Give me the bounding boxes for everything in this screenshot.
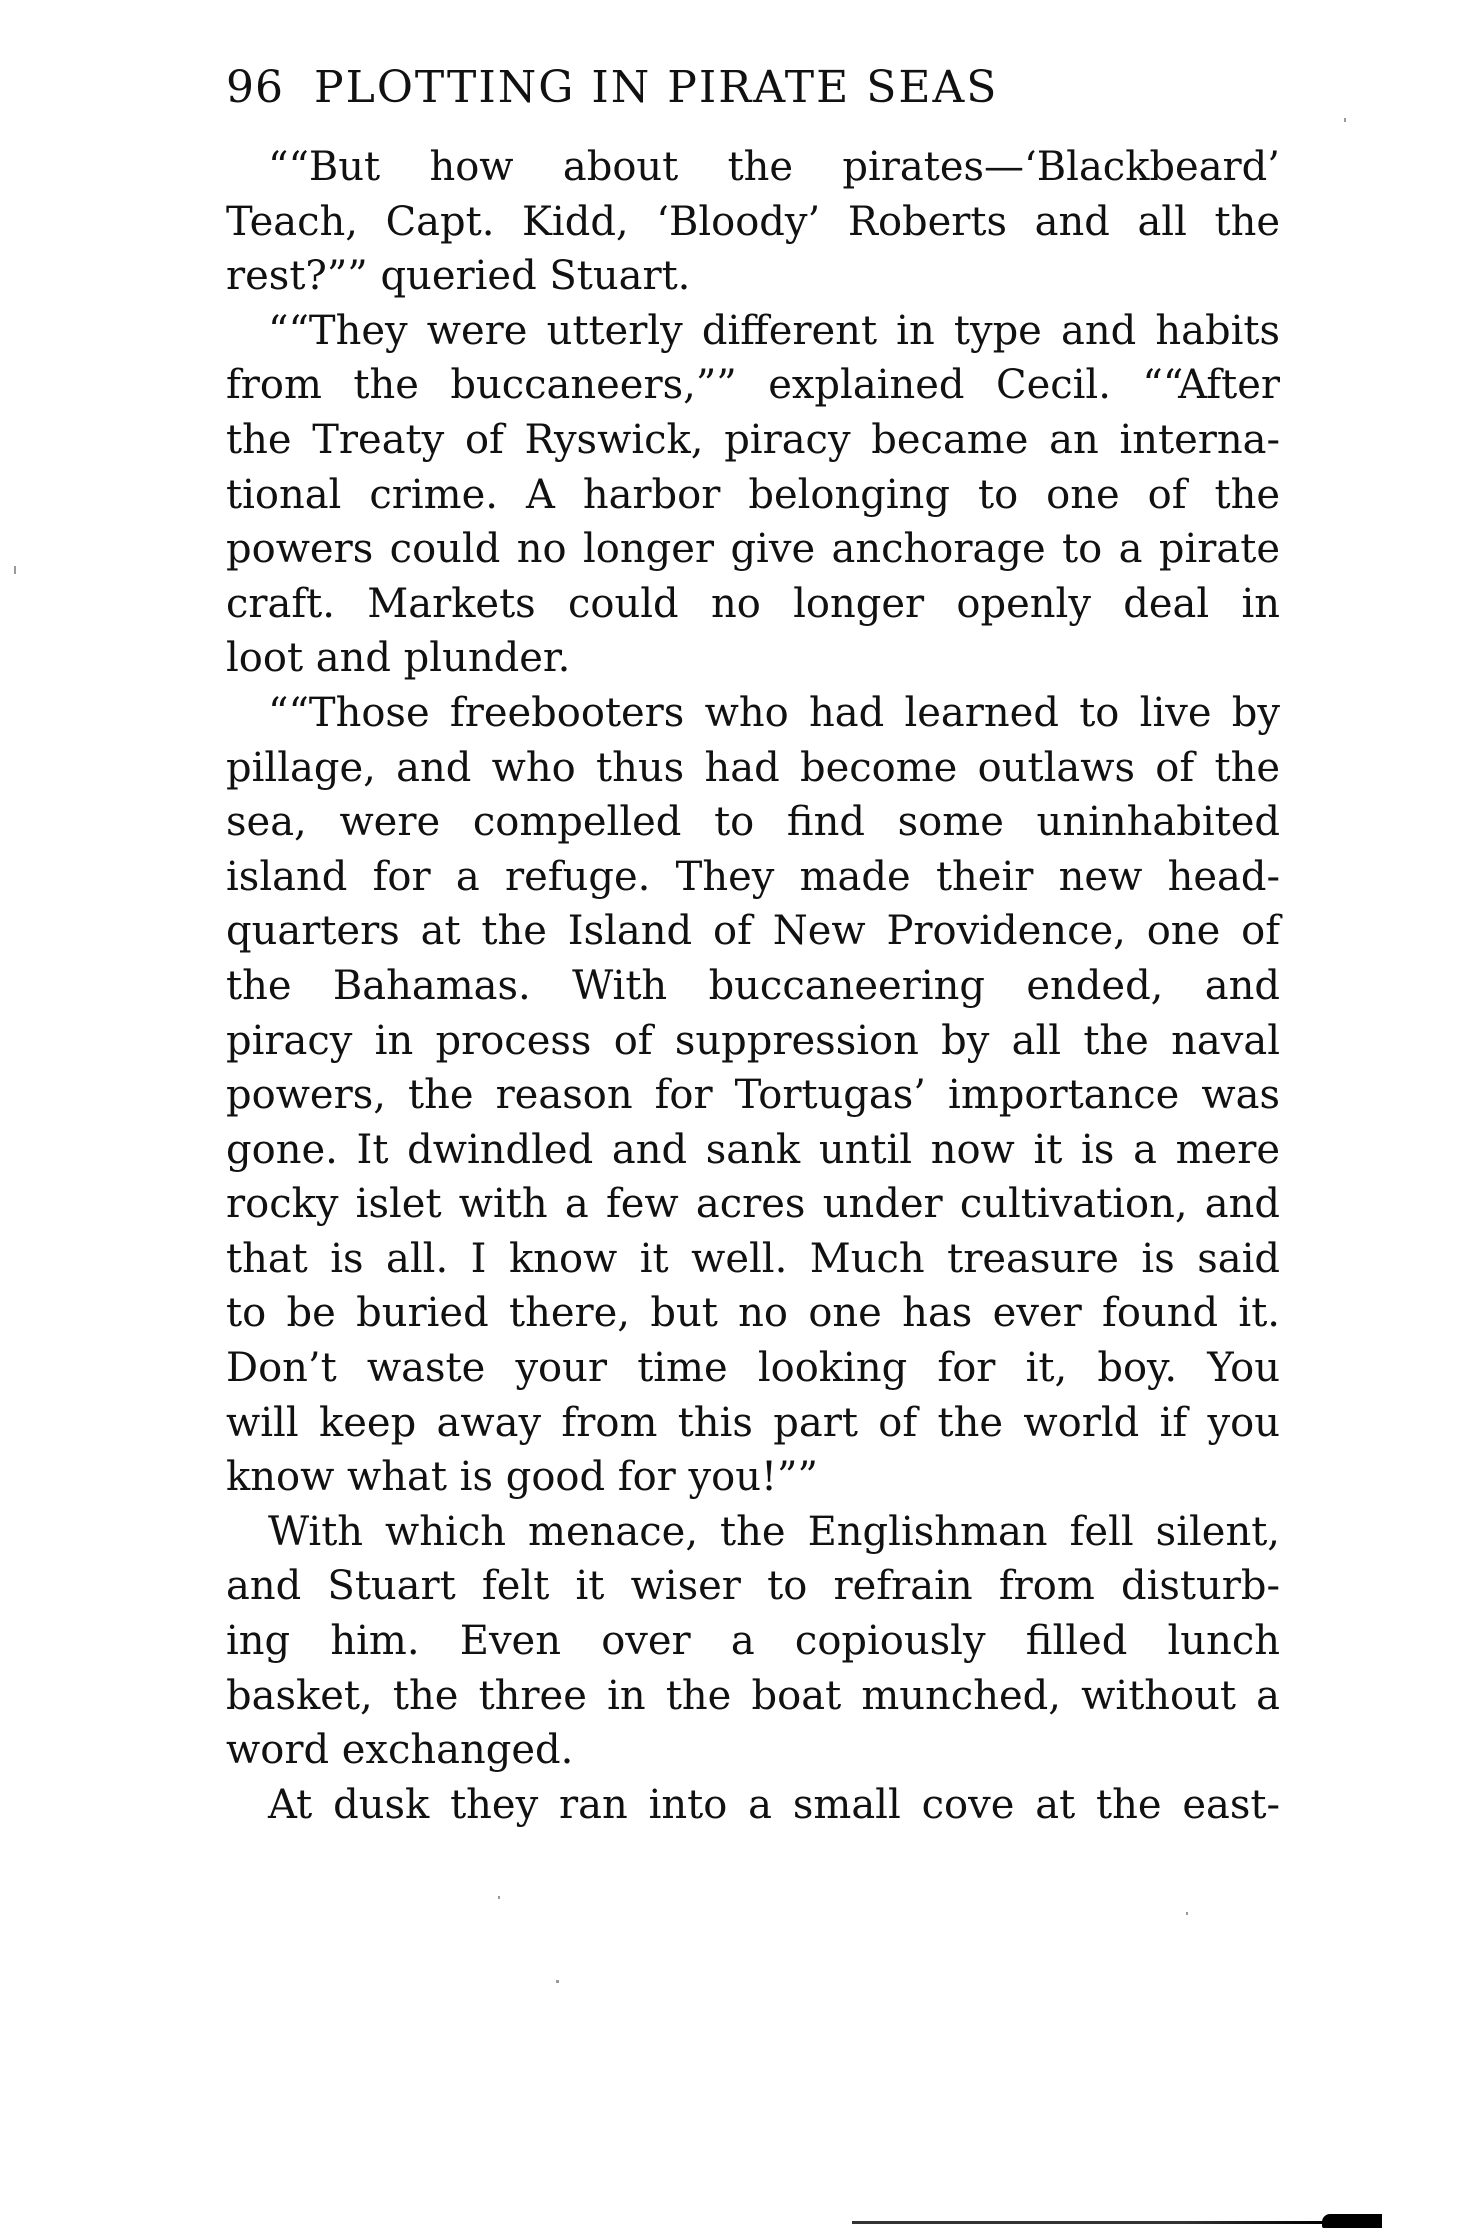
text-line: know what is good for you!”” [226,1454,818,1501]
bottom-edge-smudge [1322,2214,1382,2228]
text-line: loot and plunder. [226,635,571,682]
scan-speck [14,566,16,574]
scan-speck [1186,1912,1188,1915]
text-line: basket, the three in the boat munched, without a [226,1672,1280,1719]
text-line: With which menace, the Englishman fell silent, [268,1508,1280,1555]
text-line: rocky islet with a few acres under cultivation, and [226,1181,1280,1228]
page-number: 96 [226,62,284,113]
text-line: to be buried there, but no one has ever found it. [226,1290,1280,1337]
text-line: At dusk they ran into a small cove at the east- [268,1781,1280,1828]
text-line: tional crime. A harbor belonging to one of the [226,471,1280,518]
text-line: island for a refuge. They made their new head- [226,853,1280,900]
text-line: ing him. Even over a copiously filled lunch [226,1618,1280,1665]
text-line: from the buccaneers,”” explained Cecil. ““After [226,362,1280,409]
scan-speck [498,1896,500,1899]
text-line: that is all. I know it well. Much treasure is said [226,1235,1280,1282]
text-line: Don’t waste your time looking for it, boy. You [226,1345,1280,1392]
text-line: and Stuart felt it wiser to refrain from disturb- [226,1563,1280,1610]
text-line: piracy in process of suppression by all the naval [226,1017,1280,1064]
running-header [226,58,1246,118]
text-line: ““They were utterly different in type and habits [268,307,1280,354]
text-line: ““But how about the pirates—‘Blackbeard’ [268,144,1280,190]
text-line: quarters at the Island of New Providence, one of [226,908,1280,955]
text-line: pillage, and who thus had become outlaws of the [226,744,1280,791]
text-line: rest?”” queried Stuart. [226,253,691,300]
text-line: gone. It dwindled and sank until now it is a mere [226,1126,1280,1173]
body-text [226,140,1280,1832]
text-line: sea, were compelled to find some uninhabited [226,799,1280,846]
text-line: the Treaty of Ryswick, piracy became an interna- [226,416,1280,463]
text-line: ““Those freebooters who had learned to live by [268,689,1280,736]
scan-speck [556,1980,559,1983]
text-line: craft. Markets could no longer openly deal in [226,580,1280,627]
text-line: the Bahamas. With buccaneering ended, and [226,962,1280,1009]
text-line: will keep away from this part of the world if you [226,1399,1280,1446]
running-title: PLOTTING IN PIRATE SEAS [314,62,999,113]
text-line: powers, the reason for Tortugas’ importance was [226,1072,1280,1119]
scan-speck [1344,118,1346,122]
bottom-edge-rule [852,2221,1322,2224]
text-line: powers could no longer give anchorage to a pirate [226,526,1280,573]
text-line: Teach, Capt. Kidd, ‘Bloody’ Roberts and all the [226,198,1280,245]
text-line: word exchanged. [226,1727,574,1774]
